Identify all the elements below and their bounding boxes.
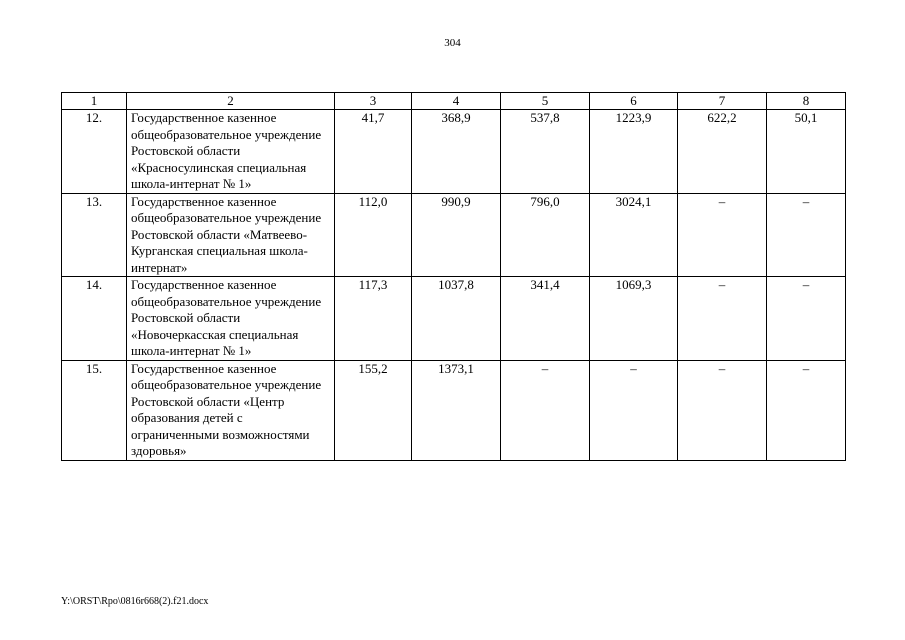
column-header: 5: [501, 93, 590, 110]
column-header: 8: [767, 93, 846, 110]
value-cell: –: [678, 193, 767, 277]
table-row: [62, 277, 846, 361]
value-cell: –: [678, 277, 767, 361]
value-cell: –: [501, 360, 590, 460]
institution-name: Государственное казенное общеобразовательное учреждение Ростовской области «Новочеркасская специальная школа-интернат № 1»: [127, 277, 335, 361]
value-cell: 796,0: [501, 193, 590, 277]
value-cell: 50,1: [767, 110, 846, 194]
data-table: [61, 92, 846, 461]
value-cell: 368,9: [412, 110, 501, 194]
value-cell: 155,2: [335, 360, 412, 460]
value-cell: 622,2: [678, 110, 767, 194]
value-cell: –: [678, 360, 767, 460]
table-row: [62, 193, 846, 277]
value-cell: 41,7: [335, 110, 412, 194]
value-cell: –: [767, 360, 846, 460]
value-cell: 1373,1: [412, 360, 501, 460]
institution-name: Государственное казенное общеобразовательное учреждение Ростовской области «Красносулинская специальная школа-интернат № 1»: [127, 110, 335, 194]
value-cell: 990,9: [412, 193, 501, 277]
column-header: 1: [62, 93, 127, 110]
value-cell: 1037,8: [412, 277, 501, 361]
row-number: 12.: [62, 110, 127, 194]
column-header: 2: [127, 93, 335, 110]
value-cell: –: [767, 277, 846, 361]
row-number: 13.: [62, 193, 127, 277]
institution-name: Государственное казенное общеобразовательное учреждение Ростовской области «Матвеево-Курганская специальная школа-интернат»: [127, 193, 335, 277]
value-cell: –: [590, 360, 678, 460]
value-cell: 537,8: [501, 110, 590, 194]
value-cell: 112,0: [335, 193, 412, 277]
column-header: 7: [678, 93, 767, 110]
value-cell: 3024,1: [590, 193, 678, 277]
value-cell: –: [767, 193, 846, 277]
table-row: [62, 360, 846, 460]
table-row: [62, 110, 846, 194]
column-header: 3: [335, 93, 412, 110]
value-cell: 1223,9: [590, 110, 678, 194]
value-cell: 117,3: [335, 277, 412, 361]
institution-name: Государственное казенное общеобразовательное учреждение Ростовской области «Центр образования детей с ограниченными возможностями здоровья»: [127, 360, 335, 460]
column-header: 6: [590, 93, 678, 110]
value-cell: 341,4: [501, 277, 590, 361]
row-number: 14.: [62, 277, 127, 361]
header-row: [62, 93, 846, 110]
column-header: 4: [412, 93, 501, 110]
value-cell: 1069,3: [590, 277, 678, 361]
page-number: 304: [444, 37, 461, 49]
row-number: 15.: [62, 360, 127, 460]
footer-file-path: Y:\ORST\Rpo\0816r668(2).f21.docx: [61, 596, 209, 607]
